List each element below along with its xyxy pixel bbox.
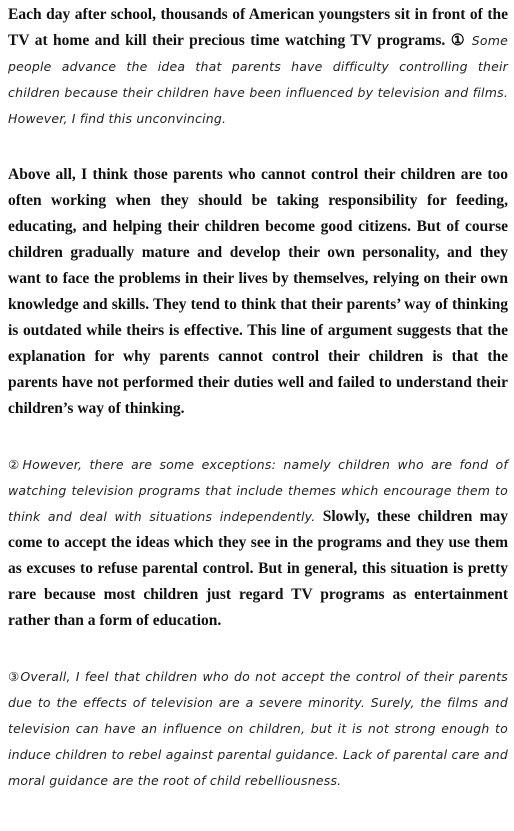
paragraph-argument: Above all, I think those parents who cannot control their children are too often working when they should be taking responsibility for feeding, educating, and helping their children become good citizens. But of course children gradually mature and develop their own personality, and they want to face the problems in their lives by themselves, relying on their own knowledge and skills. They tend to think that their parents’ way of thinking is outdated while theirs is effective. This line of argument suggests that the explanation for why parents cannot control their children is that the parents have not performed their duties well and failed to understand their children’s way of thinking. [8,166,508,417]
printed-text: Slowly, these children may come to accept the ideas which they see in the programs and they use them as excuses to refuse parental control. But in general, this situation is pretty rare because most children just regard TV programs as entertainment rather than a form of education. [8,508,508,629]
paragraph-conclusion: ③Overall, I feel that children who do not accept the control of their parents due to the effects of television are a severe minority. Surely, the films and television can have an influence on children, but it is not strong enough to induce children to rebel against parental guidance. Lack of parental care and moral guidance are the root of child rebelliousness. [8,669,508,788]
paragraph-intro [8,2,508,132]
handwritten-text: ②However, there are some exceptions: namely children who are fond of watching television programs that include themes which encourage them to think and deal with situations independently. [8,457,508,524]
paragraph-exceptions [8,452,508,634]
handwritten-text: Some people advance the idea that parents have difficulty controlling their children because their children have been influenced by television and films. However, I find this unconvincing. [8,33,508,126]
printed-text: Each day after school, thousands of American youngsters sit in front of the TV at home and kill their precious time watching TV programs. ① [8,6,508,49]
